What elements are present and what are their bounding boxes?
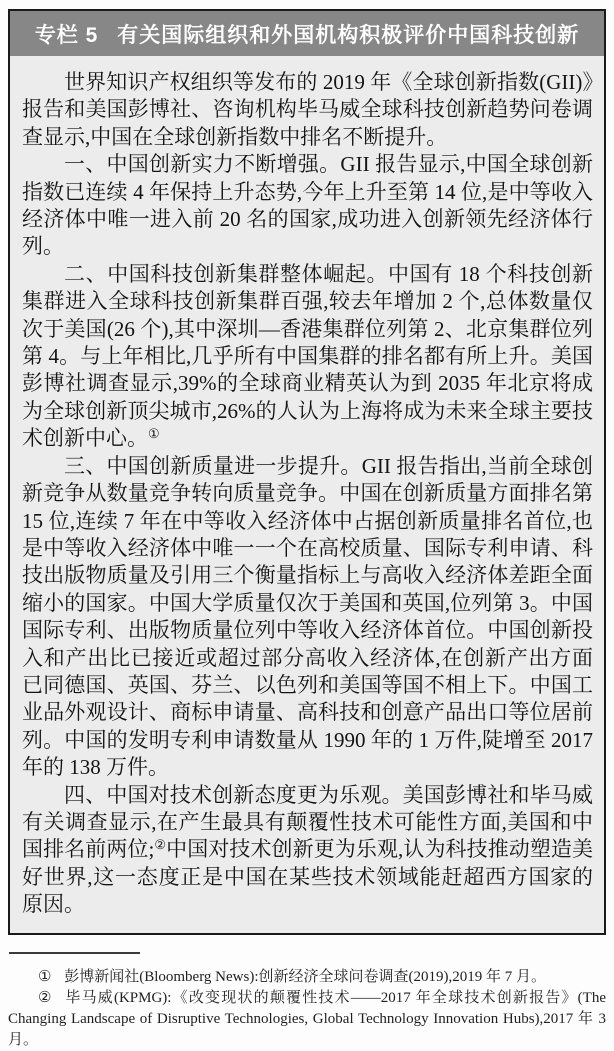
- panel-title: 有关国际组织和外国机构积极评价中国科技创新: [117, 24, 580, 47]
- body-paragraph: [22, 151, 593, 261]
- body-paragraph: [22, 782, 593, 919]
- footnote-marker: ②: [38, 989, 53, 1006]
- footnote-ref: ①: [148, 426, 160, 442]
- footnote-marker: ①: [38, 968, 52, 985]
- column-panel: [8, 9, 606, 935]
- footnote: [8, 967, 606, 988]
- paragraph-text: 二、中国科技创新集群整体崛起。中国有 18 个科技创新集群进入全球科技创新集群百强,较去年增加 2 个,总体数量仅次于美国(26 个),其中深圳—香港集群位列第 2、北京集群位列第 4。与上年相比,几乎所有中国集群的排名都有所上升。美国彭博社调查显示,39%的全球商业精英认为到 2035 年北京将成为全球创新顶尖城市,26%的人认为上海将成为未来全球主要技术创新中心。: [22, 261, 593, 451]
- footnote-text: 彭博新闻社(Bloomberg News):创新经济全球问卷调查(2019),2019 年 7 月。: [64, 968, 546, 985]
- body-paragraph: [22, 69, 593, 151]
- document-page: [0, 9, 614, 1048]
- paragraph-text: 四、中国对技术创新态度更为乐观。美国彭博社和毕马威有关调查显示,在产生最具有颠覆性技术可能性方面,美国和中国排名前两位;: [22, 782, 593, 862]
- panel-label: 专栏 5: [34, 24, 99, 47]
- footnote-ref: ②: [154, 837, 167, 853]
- footnote-text: 毕马威(KPMG):《改变现状的颠覆性技术——2017 年全球技术创新报告》(The Changing Landscape of Disruptive Technologies, Global Technology Innovation Hubs),2017 年 3 月。: [8, 989, 606, 1048]
- paragraph-text: 中国对技术创新更为乐观,认为科技推动塑造美好世界,这一态度正是中国在某些技术领域能赶超西方国家的原因。: [22, 837, 594, 917]
- paragraph-text: 世界知识产权组织等发布的 2019 年《全球创新指数(GII)》报告和美国彭博社、咨询机构毕马威全球科技创新趋势问卷调查显示,中国在全球创新指数中排名不断提升。: [22, 70, 593, 149]
- paragraph-text: 三、中国创新质量进一步提升。GII 报告指出,当前全球创新竞争从数量竞争转向质量竞争。中国在创新质量方面排名第 15 位,连续 7 年在中等收入经济体中占据创新质量排名首位,也是中等收入经济体中唯一一个在高校质量、国际专利申请、科技出版物质量及引用三个衡量指标上与高收入经济体差距全面缩小的国家。中国大学质量仅次于美国和英国,位列第 3。中国国际专利、出版物质量位列中等收入经济体首位。中国创新投入和产出比已接近或超过部分高收入经济体,在创新产出方面已同德国、英国、芬兰、以色列和美国等国不相上下。中国工业品外观设计、商标申请量、高科技和创意产品出口等位居前列。中国的发明专利申请数量从 1990 年的 1 万件,陡增至 2017 年的 138 万件。: [22, 453, 593, 780]
- footnote-list: [8, 967, 606, 1051]
- body-paragraph: [22, 453, 593, 782]
- footnote: [8, 988, 606, 1051]
- paragraph-text: 一、中国创新实力不断增强。GII 报告显示,中国全球创新指数已连续 4 年保持上升态势,今年上升至第 14 位,是中等收入经济体中唯一进入前 20 名的国家,成功进入创新领先经济体行列。: [22, 152, 593, 259]
- footnote-separator-rule: [9, 952, 140, 954]
- body-paragraph: [22, 261, 593, 453]
- panel-header: [10, 11, 604, 56]
- footnotes-section: [8, 952, 606, 1051]
- panel-body: [10, 56, 604, 933]
